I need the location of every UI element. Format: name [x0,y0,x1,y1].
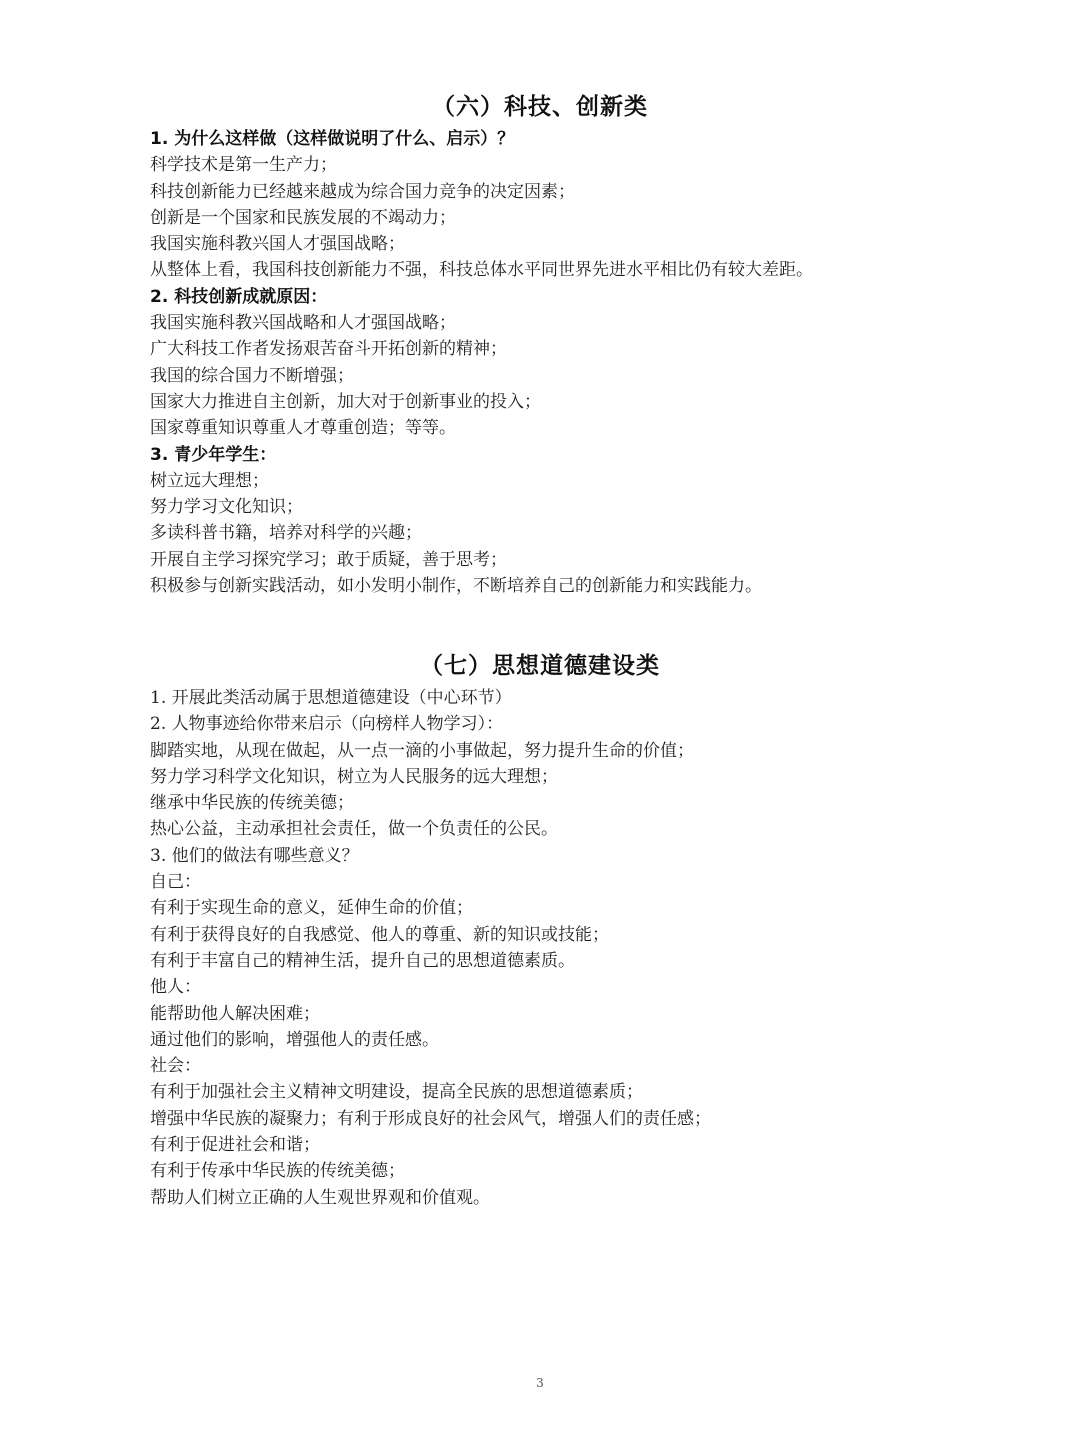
text-line: 1. 开展此类活动属于思想道德建设（中心环节） [150,688,512,708]
text-line: 有利于获得良好的自我感觉、他人的尊重、新的知识或技能； [150,924,609,945]
question-heading: 1. 为什么这样做（这样做说明了什么、启示）？ [150,129,515,149]
text-line: 努力学习文化知识； [150,497,303,518]
text-line: 脚踏实地，从现在做起，从一点一滴的小事做起，努力提升生命的价值； [150,740,694,761]
text-line: 我国实施科教兴国人才强国战略； [150,234,405,255]
question-heading: 3. 青少年学生： [150,444,277,465]
text-line: 帮助人们树立正确的人生观世界观和价值观。 [150,1187,490,1208]
question-heading: 2. 科技创新成就原因： [150,286,328,307]
text-line: 有利于丰富自己的精神生活，提升自己的思想道德素质。 [150,950,575,971]
text-line: 积极参与创新实践活动，如小发明小制作，不断培养自己的创新能力和实践能力。 [150,576,762,597]
text-line: 3. 他们的做法有哪些意义？ [150,845,359,866]
text-line: 科技创新能力已经越来越成为综合国力竞争的决定因素； [150,181,575,202]
text-line: 树立远大理想； [150,470,269,491]
text-line: 努力学习科学文化知识，树立为人民服务的远大理想； [150,766,558,787]
text-line: 创新是一个国家和民族发展的不竭动力； [150,207,456,228]
text-line: 国家尊重知识尊重人才尊重创造；等等。 [150,418,456,439]
text-line: 科学技术是第一生产力； [150,155,337,176]
text-line: 我国的综合国力不断增强； [150,365,354,386]
page-number: 3 [536,1376,544,1390]
text-line: 有利于传承中华民族的传统美德； [150,1161,405,1182]
text-line: 广大科技工作者发扬艰苦奋斗开拓创新的精神； [150,339,507,360]
text-line: 从整体上看，我国科技创新能力不强，科技总体水平同世界先进水平相比仍有较大差距。 [150,260,813,281]
text-line: 增强中华民族的凝聚力；有利于形成良好的社会风气，增强人们的责任感； [150,1108,711,1129]
text-line: 有利于实现生命的意义，延伸生命的价值； [150,898,473,919]
text-line: 有利于促进社会和谐； [150,1135,320,1156]
text-line: 2. 人物事迹给你带来启示（向榜样人物学习）： [150,714,504,735]
text-line: 有利于加强社会主义精神文明建设，提高全民族的思想道德素质； [150,1082,643,1103]
text-line: 多读科普书籍，培养对科学的兴趣； [150,523,422,544]
section-body-tech-innovation [150,126,1030,599]
text-line: 自己： [150,872,201,893]
text-line: 社会： [150,1056,201,1077]
section-title-moral-construction: （七）思想道德建设类 [420,653,660,679]
text-line: 继承中华民族的传统美德； [150,793,354,814]
text-line: 我国实施科教兴国战略和人才强国战略； [150,313,456,334]
section-body-moral-construction [150,685,1030,1211]
section-title-tech-innovation: （六）科技、创新类 [432,94,648,120]
text-line: 开展自主学习探究学习；敢于质疑，善于思考； [150,549,507,570]
text-line: 通过他们的影响，增强他人的责任感。 [150,1029,439,1050]
text-line: 热心公益，主动承担社会责任，做一个负责任的公民。 [150,819,558,840]
text-line: 他人： [150,977,201,998]
text-line: 能帮助他人解决困难； [150,1003,320,1024]
text-line: 国家大力推进自主创新，加大对于创新事业的投入； [150,391,541,412]
